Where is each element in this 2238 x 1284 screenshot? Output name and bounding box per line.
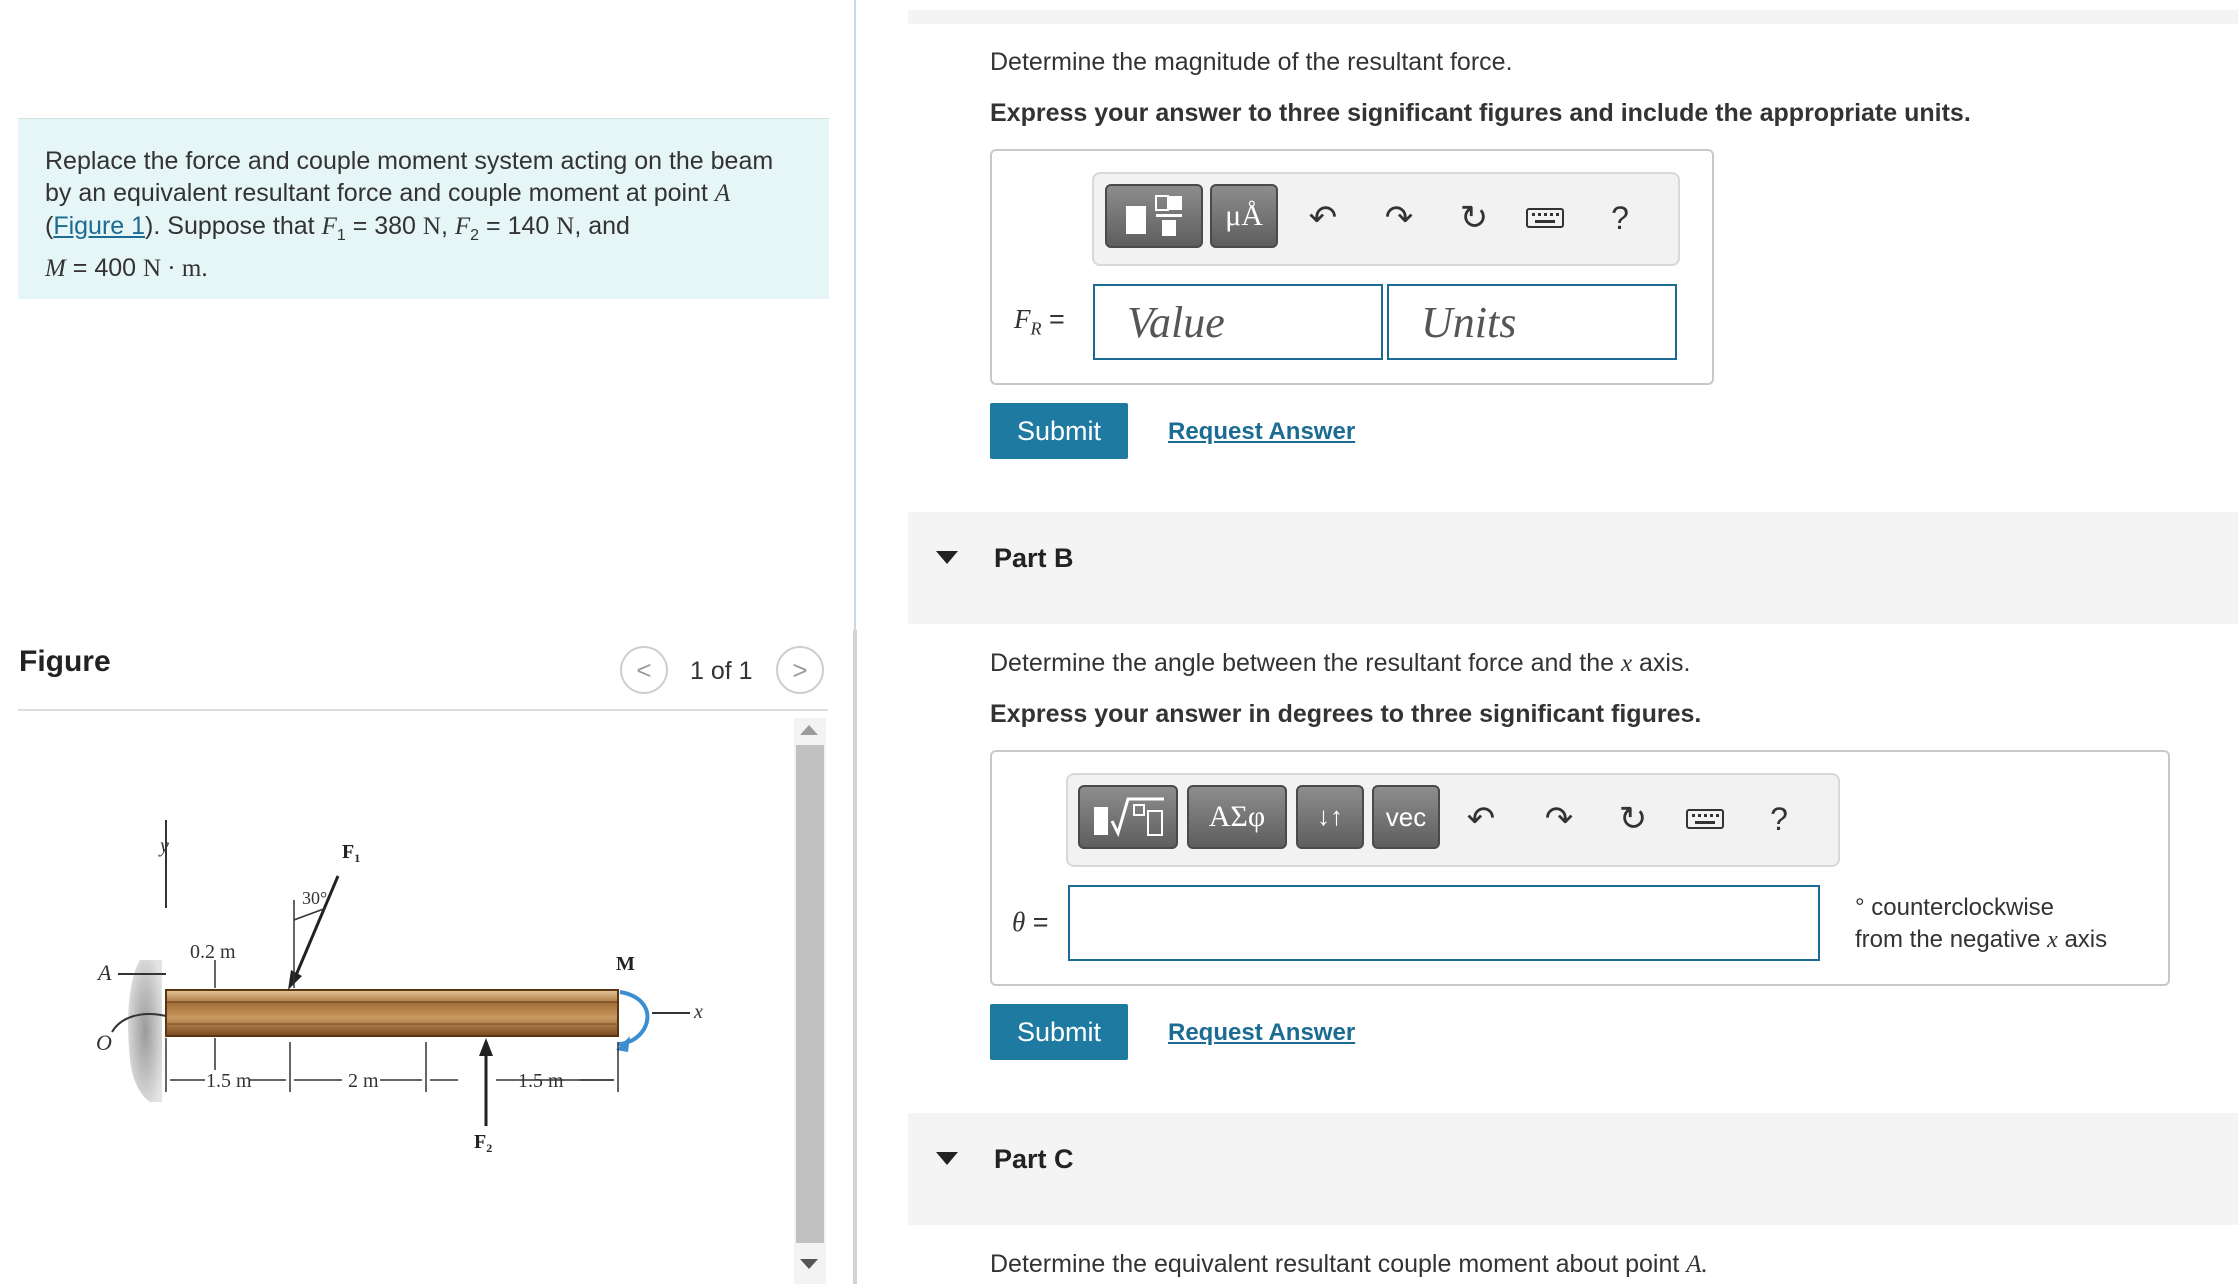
arrows-button[interactable]: ↓↑ bbox=[1296, 785, 1364, 849]
problem-statement bbox=[18, 118, 829, 299]
template-button[interactable] bbox=[1105, 184, 1203, 248]
part-b-header[interactable] bbox=[908, 512, 2238, 624]
undo-icon[interactable]: ↶ bbox=[1466, 800, 1496, 838]
force-f2-label: $F_2$ bbox=[474, 1131, 493, 1155]
y-axis-label: y bbox=[160, 835, 169, 857]
beam bbox=[166, 990, 618, 1036]
previous-figure-button[interactable] bbox=[620, 646, 668, 694]
collapse-triangle-icon[interactable] bbox=[936, 551, 958, 564]
value-input[interactable]: Value bbox=[1093, 284, 1383, 360]
greek-symbols-button[interactable]: ΑΣφ bbox=[1187, 785, 1287, 849]
units-input[interactable]: Units bbox=[1387, 284, 1677, 360]
part-a-question: Determine the magnitude of the resultant force. bbox=[990, 48, 1513, 76]
dimension-0-2m: 0.2 m bbox=[190, 941, 236, 963]
collapse-triangle-icon[interactable] bbox=[936, 1152, 958, 1165]
figure-title: Figure bbox=[19, 645, 111, 678]
next-figure-button[interactable] bbox=[776, 646, 824, 694]
redo-icon[interactable]: ↷ bbox=[1544, 800, 1574, 838]
help-icon[interactable]: ? bbox=[1770, 800, 1788, 837]
scroll-down-arrow-icon[interactable] bbox=[800, 1259, 818, 1269]
part-b-instruction: Express your answer in degrees to three significant figures. bbox=[990, 700, 1702, 728]
chevron-right-icon: > bbox=[792, 654, 808, 685]
dimension-2m: 2 m bbox=[348, 1070, 379, 1092]
part-b-request-answer-link[interactable]: Request Answer bbox=[1168, 1019, 1356, 1046]
redo-icon[interactable]: ↷ bbox=[1384, 199, 1414, 237]
figure-link[interactable]: Figure 1 bbox=[53, 212, 146, 240]
part-b-submit-button[interactable]: Submit bbox=[990, 1004, 1128, 1060]
template-button[interactable] bbox=[1078, 785, 1178, 849]
couple-moment-arrow bbox=[618, 992, 647, 1044]
fr-variable-label: $F_R$ = bbox=[1014, 304, 1065, 339]
undo-icon[interactable]: ↶ bbox=[1308, 199, 1338, 237]
keyboard-icon[interactable] bbox=[1680, 794, 1730, 844]
reset-icon[interactable]: ↻ bbox=[1459, 199, 1489, 237]
reset-icon[interactable]: ↻ bbox=[1618, 800, 1648, 838]
x-axis-label: x bbox=[694, 1001, 703, 1023]
theta-variable-label: θ = bbox=[1012, 907, 1049, 937]
point-o-label: O bbox=[96, 1030, 112, 1055]
keyboard-icon[interactable] bbox=[1520, 193, 1570, 243]
panel-resize-handle[interactable] bbox=[853, 630, 857, 1284]
part-c-header[interactable] bbox=[908, 1113, 2238, 1225]
beam-diagram bbox=[80, 820, 760, 1180]
figure-divider bbox=[18, 709, 828, 711]
dimension-1-5m-right: 1.5 m bbox=[518, 1070, 564, 1092]
problem-line-1: Replace the force and couple moment system acting on the beam bbox=[45, 147, 774, 175]
force-f1-label: $F_1$ bbox=[342, 841, 361, 865]
problem-line-2: by an equivalent resultant force and couple moment at point A bbox=[45, 179, 731, 207]
theta-input[interactable] bbox=[1068, 885, 1820, 961]
theta-unit-label: ° counterclockwise from the negative x axis bbox=[1855, 894, 2108, 953]
sqrt-template-icon bbox=[1090, 793, 1166, 841]
part-a-header-strip bbox=[908, 10, 2238, 24]
problem-line-3: (Figure 1). Suppose that $F_1 = 380$ N, $F_2 = 140$ N, and bbox=[45, 212, 630, 244]
point-a-label: A bbox=[98, 960, 112, 985]
help-icon[interactable]: ? bbox=[1611, 199, 1629, 236]
part-c-label[interactable]: Part C bbox=[994, 1144, 1074, 1174]
units-button[interactable]: μÅ bbox=[1210, 184, 1278, 248]
vector-button[interactable]: vec bbox=[1372, 785, 1440, 849]
part-b-label[interactable]: Part B bbox=[994, 543, 1074, 573]
part-a-instruction: Express your answer to three significant figures and include the appropriate units. bbox=[990, 99, 1971, 127]
part-a-request-answer-link[interactable]: Request Answer bbox=[1168, 418, 1356, 445]
chevron-left-icon: < bbox=[636, 654, 652, 685]
wall-support bbox=[128, 960, 162, 1102]
problem-line-4: M = 400 N · m. bbox=[45, 254, 208, 282]
angle-30-label: 30° bbox=[302, 888, 328, 908]
dimension-1-5m-left: 1.5 m bbox=[206, 1070, 252, 1092]
fraction-template-icon bbox=[1122, 192, 1186, 240]
figure-scrollbar-thumb[interactable] bbox=[796, 745, 824, 1243]
part-c-question: Determine the equivalent resultant couple moment about point A. bbox=[990, 1250, 1708, 1278]
part-b-question: Determine the angle between the resultant force and the x axis. bbox=[990, 649, 1691, 677]
scroll-up-arrow-icon[interactable] bbox=[800, 725, 818, 735]
part-a-submit-button[interactable]: Submit bbox=[990, 403, 1128, 459]
figure-counter: 1 of 1 bbox=[690, 657, 753, 685]
couple-m-label: M bbox=[616, 953, 635, 975]
